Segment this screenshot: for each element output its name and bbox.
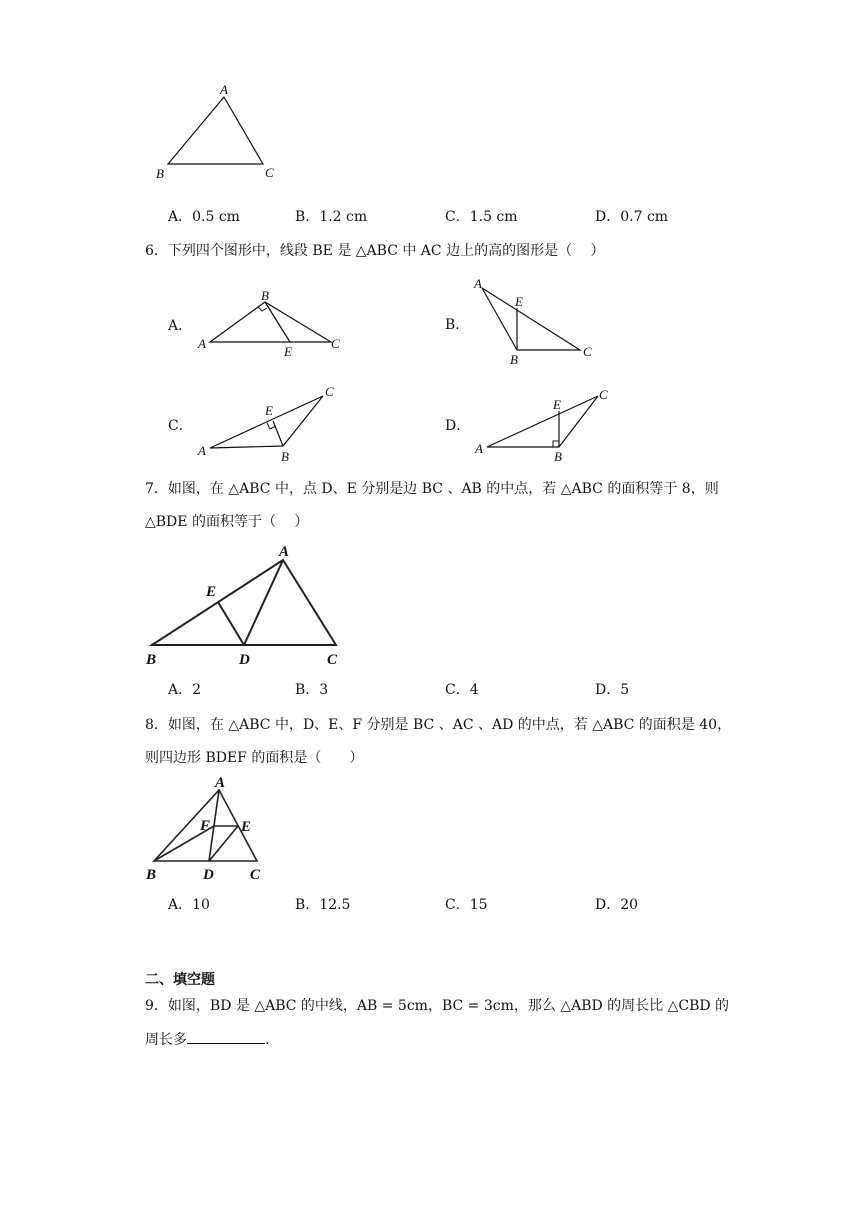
q8-option-c[interactable]: C．15 [445,897,488,913]
q5-option-b[interactable]: B．1.2 cm [295,209,368,225]
q7-label-c: C [327,652,338,668]
q6-figure-c [195,383,355,473]
q9-stem-line2 [145,1029,269,1050]
q6b-label-c: C [583,344,592,359]
q5-option-a[interactable]: A．0.5 cm [168,209,240,225]
q7-option-c[interactable]: C．4 [445,682,479,698]
q9-stem-line1: 9．如图，BD 是 △ABC 的中线，AB = 5cm，BC = 3cm，那么 △ABD 的周长比 △CBD 的 [145,998,730,1014]
q7-option-a[interactable]: A．2 [168,682,202,698]
q6a-label-e: E [284,344,292,359]
q6-figure-b [468,276,608,371]
q6-choice-b[interactable]: B． [445,317,470,333]
q5-triangle-figure [150,80,310,190]
q6c-label-a: A [198,443,206,458]
q8-stem-line2: 则四边形 BDEF 的面积是（ ） [145,750,364,766]
q6c-label-c: C [325,384,334,399]
q6d-label-a: A [475,441,483,456]
q8-label-f: F [200,818,211,834]
q8-option-d[interactable]: D．20 [595,897,639,913]
q6-choice-a[interactable]: A． [168,318,193,334]
q8-option-b[interactable]: B．12.5 [295,897,351,913]
q6a-label-c: C [331,336,340,351]
q7-label-e: E [206,584,217,600]
q6b-label-e: E [515,294,523,309]
q5-label-b: B [156,166,164,181]
section-heading-fill-in: 二、填空题 [145,972,215,988]
q7-stem-line1: 7．如图，在 △ABC 中，点 D、E 分别是边 BC 、AB 的中点，若 △ABC 的面积等于 8，则 [145,481,719,497]
q6c-label-b: B [281,449,289,464]
q5-option-c[interactable]: C．1.5 cm [445,209,518,225]
q7-triangle-figure [140,540,360,670]
q6a-label-b: B [261,288,269,303]
q6d-label-b: B [554,449,562,464]
q7-option-d[interactable]: D．5 [595,682,630,698]
q7-option-b[interactable]: B．3 [295,682,329,698]
q6-stem: 6．下列四个图形中，线段 BE 是 △ABC 中 AC 边上的高的图形是（ ） [145,243,605,259]
q5-label-a: A [220,82,228,97]
q8-label-c: C [250,867,261,883]
q9-stem-prefix: 周长多 [145,1032,187,1048]
q6d-label-e: E [553,397,561,412]
q6b-label-a: A [474,276,482,291]
q6a-label-a: A [198,336,206,351]
q8-label-d: D [203,867,214,883]
q8-stem-line1: 8．如图，在 △ABC 中，D、E、F 分别是 BC 、AC 、AD 的中点，若 △ABC 的面积是 40， [145,717,732,733]
q8-option-a[interactable]: A．10 [168,897,210,913]
q9-answer-blank[interactable] [187,1029,265,1044]
q6-figure-a [195,283,355,363]
q8-label-b: B [146,867,157,883]
q7-label-b: B [146,652,157,668]
q7-stem-line2: △BDE 的面积等于（ ） [145,514,309,530]
q6c-label-e: E [265,403,273,418]
q6b-label-b: B [510,352,518,367]
q9-stem-suffix: . [265,1032,270,1048]
q7-label-a: A [279,544,290,560]
q8-label-e: E [241,819,252,835]
q5-option-d[interactable]: D．0.7 cm [595,209,669,225]
q6-figure-d [470,383,630,473]
q6-choice-c[interactable]: C． [168,418,193,434]
q6-choice-d[interactable]: D． [445,418,471,434]
q7-label-d: D [239,652,250,668]
q8-label-a: A [215,775,226,791]
q5-label-c: C [265,165,274,180]
q8-triangle-figure [140,775,280,885]
q6d-label-c: C [599,387,608,402]
